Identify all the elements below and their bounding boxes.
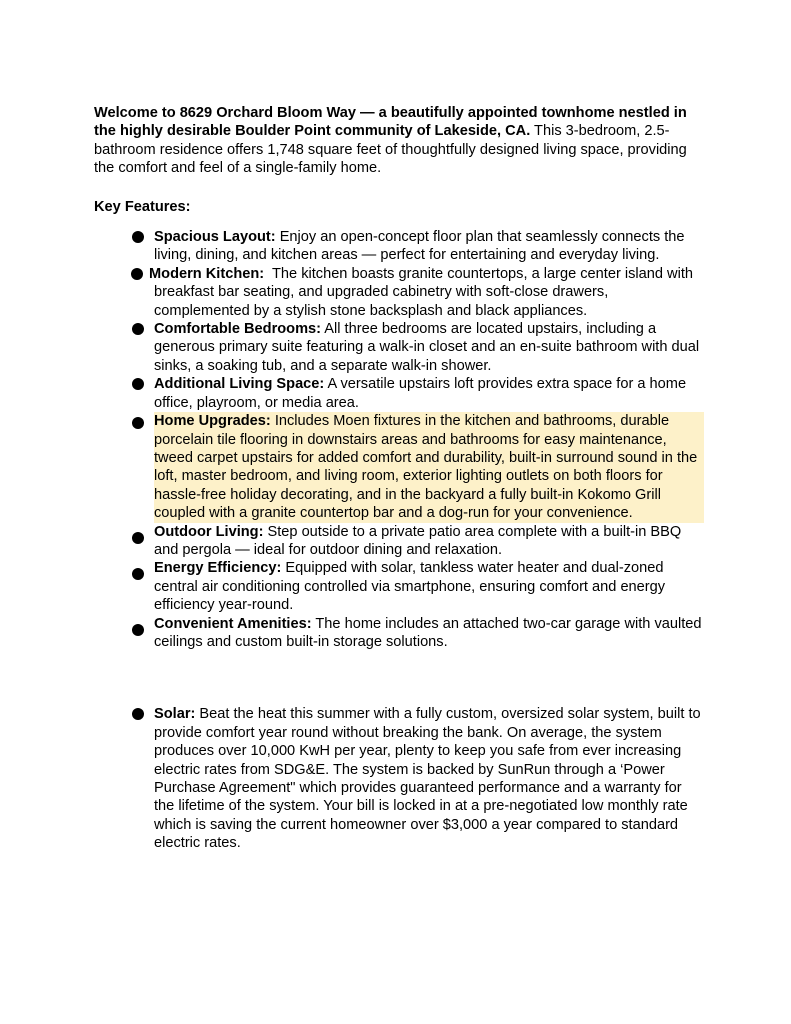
- bullet-icon: [132, 568, 144, 580]
- bullet-icon: [131, 268, 143, 280]
- intro-paragraph: [94, 104, 704, 178]
- list-item-solar: [94, 705, 704, 852]
- feature-text: Equipped with solar, tankless water heater and dual-zoned central air conditioning controlled via smartphone, ensuring comfort and energy efficiency year-round.: [154, 560, 666, 614]
- bullet-icon: [132, 231, 144, 243]
- feature-text: All three bedrooms are located upstairs, including a generous primary suite featuring a walk-in closet and an en-suite bathroom with dual sinks, a soaking tub, and a separate walk-in shower.: [154, 321, 700, 374]
- features-list: [94, 228, 704, 651]
- bullet-icon: [132, 532, 144, 544]
- feature-label: Home Upgrades:: [154, 413, 271, 430]
- feature-label: Comfortable Bedrooms:: [154, 321, 322, 338]
- key-features-heading: Key Features:: [94, 198, 191, 215]
- feature-label: Spacious Layout:: [154, 229, 276, 246]
- list-item-highlighted: [94, 412, 704, 522]
- solar-text: Beat the heat this summer with a fully custom, oversized solar system, built to provide comfort year round without breaking the bank. On average, the system produces over 10,000 KwH per year, plenty to keep you safe from ever increasing electric rates from SDG&E. The system is backed by SunRun through a ‘Power Purchase Agreement" which provides guaranteed performance and a warranty for the lifetime of the system. Your bill is locked in at a pre-negotiated low monthly rate which is saving the current homeowner over $3,000 a year compared to standard electric rates.: [154, 706, 701, 852]
- feature-text: Enjoy an open-concept floor plan that seamlessly connects the living, dining, and kitchen areas — perfect for entertaining and everyday living.: [154, 229, 685, 264]
- feature-label: Modern Kitchen:: [149, 265, 265, 282]
- feature-text: A versatile upstairs loft provides extra space for a home office, playroom, or media area.: [154, 376, 687, 411]
- list-item: [94, 615, 704, 652]
- list-item: [94, 375, 704, 412]
- list-item: [94, 228, 704, 265]
- bullet-icon: [132, 378, 144, 390]
- intro-text: This 3-bedroom, 2.5-bathroom residence offers 1,748 square feet of thoughtfully designed living space, providing the comfort and feel of a single-family home.: [94, 123, 687, 177]
- bullet-icon: [132, 417, 144, 429]
- bullet-icon: [132, 624, 144, 636]
- list-item: [94, 523, 704, 560]
- feature-label: Additional Living Space:: [154, 376, 325, 393]
- solar-label: Solar:: [154, 706, 196, 723]
- feature-label: Energy Efficiency:: [154, 560, 282, 577]
- list-item: [94, 320, 704, 375]
- feature-text: Step outside to a private patio area complete with a built-in BBQ and pergola — ideal for outdoor dining and relaxation.: [154, 523, 682, 558]
- feature-label: Convenient Amenities:: [154, 615, 312, 632]
- feature-text: The kitchen boasts granite countertops, a large center island with breakfast bar seating, and upgraded cabinetry with soft-close drawers, complemented by a stylish stone backsplash and black appliances.: [154, 265, 698, 319]
- bullet-icon: [132, 323, 144, 335]
- feature-text: Includes Moen fixtures in the kitchen and bathrooms, durable porcelain tile flooring in downstairs areas and bathrooms for easy maintenance, tweed carpet upstairs for added comfort and durability, built-in surround sound in the loft, master bedroom, and living room, exterior lighting outlets on both floors for hassle-free holiday decorating, and in the backyard a fully built-in Kokomo Grill coupled with a granite countertop bar and a dog-run for your convenience.: [154, 413, 698, 522]
- bullet-icon: [132, 708, 144, 720]
- document-page: [94, 104, 704, 853]
- feature-text: The home includes an attached two-car garage with vaulted ceilings and custom built-in storage solutions.: [154, 615, 702, 650]
- list-item: [94, 559, 704, 614]
- solar-list: [94, 705, 704, 852]
- feature-label: Outdoor Living:: [154, 523, 264, 540]
- list-item: [94, 265, 704, 320]
- intro-bold: Welcome to 8629 Orchard Bloom Way — a beautifully appointed townhome nestled in the highly desirable Boulder Point community of Lakeside, CA.: [94, 105, 687, 140]
